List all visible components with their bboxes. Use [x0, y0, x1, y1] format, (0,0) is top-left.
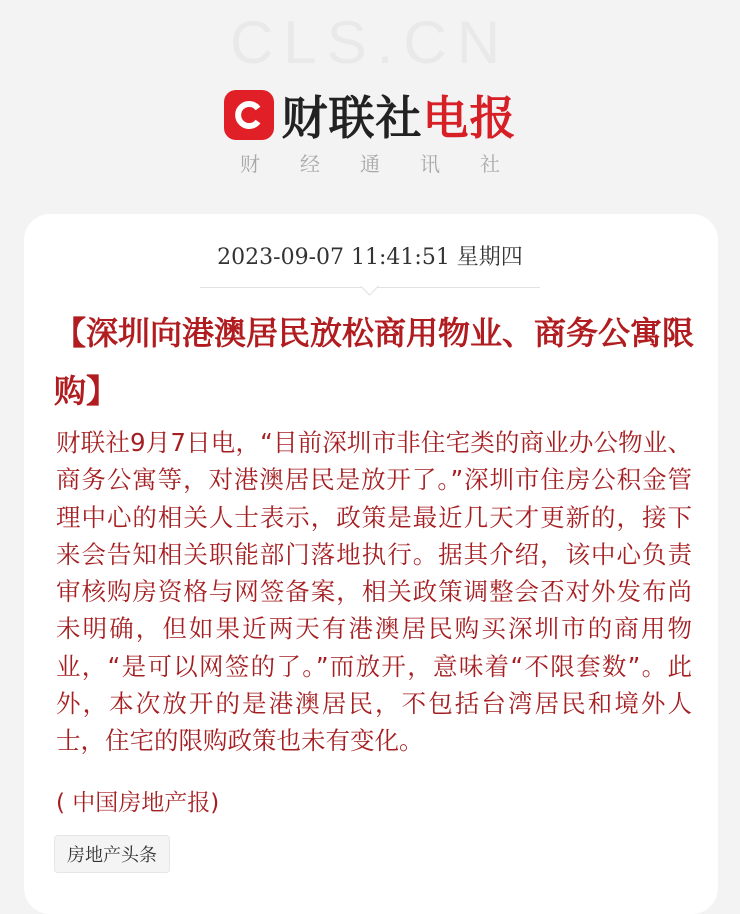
brand-name — [282, 82, 517, 148]
topic-tag[interactable]: 房地产头条 — [54, 835, 170, 873]
article-body: 财联社9月7日电，“目前深圳市非住宅类的商业办公物业、商务公寓等，对港澳居民是放开了。”深圳市住房公积金管理中心的相关人士表示，政策是最近几天才更新的，接下来会告知相关职能部门落地执行。据其介绍，该中心负责审核购房资格与网签备案，相关政策调整会否对外发布尚未明确，但如果近两天有港澳居民购买深圳市的商用物业，“是可以网签的了。”而放开，意味着“不限套数”。此外，本次放开的是港澳居民，不包括台湾居民和境外人士，住宅的限购政策也未有变化。 — [56, 428, 692, 756]
brand-header — [0, 82, 740, 148]
c-logo-icon — [224, 90, 274, 140]
article-datetime: 2023-09-07 11:41:51 星期四 — [217, 245, 523, 270]
article-source: ( 中国房地产报) — [56, 790, 220, 816]
brand-name-highlight: 电报 — [422, 91, 517, 145]
brand-tagline: 财经通讯社 — [240, 152, 540, 176]
brand-name-main: 财联社 — [281, 91, 423, 145]
watermark: CLS.CN — [229, 9, 511, 76]
article-headline: 【深圳向港澳居民放松商用物业、商务公寓限购】 — [54, 314, 695, 410]
